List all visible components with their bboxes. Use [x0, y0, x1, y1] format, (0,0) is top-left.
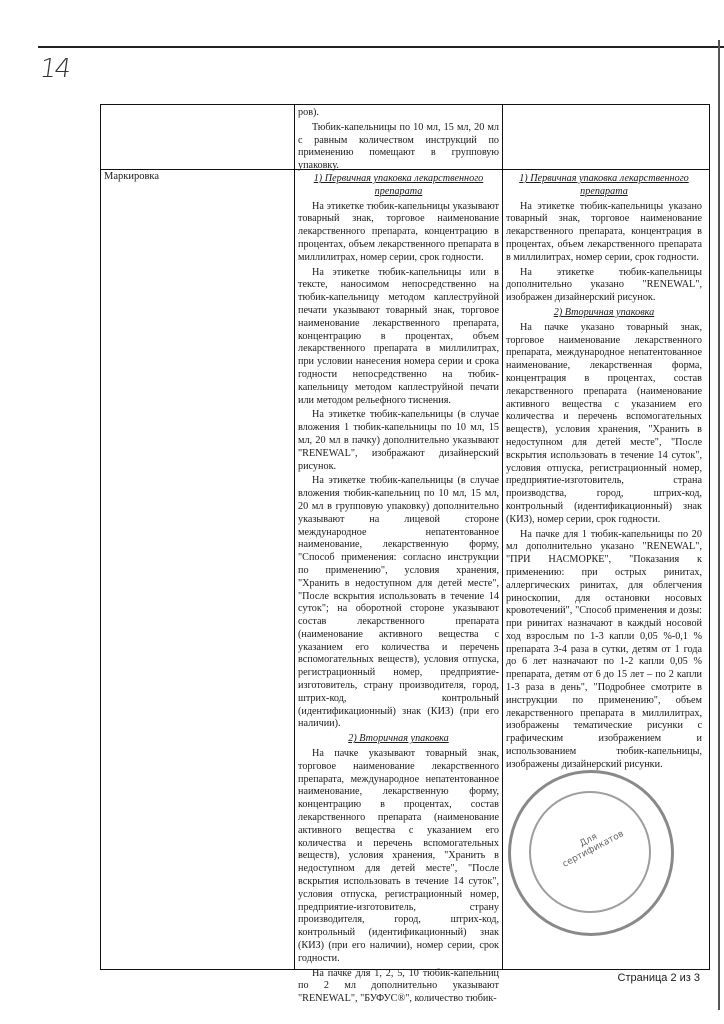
paragraph: На пачке указывают товарный знак, торговое наименование лекарственного препарата, международное непатентованное наименование, лекарственную форму, концентрацию в процентах, состав лекарственного препарата (наименование активного вещества с указанием его количества и перечень вспомогательных веществ), условия хранения, "Хранить в недоступном для детей месте", "После вскрытия использовать в течение 14 суток", условия отпуска, регистрационный номер, предприятие-изготовитель, страну производителя, город, штрих-код, контрольный (идентификационный) знак (КИЗ) (при его наличии), номер серии, срок годности. [298, 748, 499, 964]
paragraph: На этикетке тюбик-капельницы (в случае вложения 1 тюбик-капельницы по 10 мл, 15 мл, 20 мл в пачку) дополнительно указывают "RENEWAL", изображают дизайнерский рисунок. [298, 409, 499, 472]
paragraph: На этикетке тюбик-капельницы указано товарный знак, торговое наименование лекарственного препарата, концентрация в процентах, объем лекарственного препарата в миллилитрах, номер серии, срок годности. [506, 200, 702, 263]
row1-col1-cell [298, 107, 499, 175]
paragraph: На пачке для 1, 2, 5, 10 тюбик-капельниц по 2 мл дополнительно указывают "RENEWAL", "БУФУС®", количество тюбик- [298, 967, 499, 1005]
row-label-marking: Маркировка [104, 171, 160, 182]
section-heading: 2) Вторичная упаковка [553, 306, 655, 318]
paragraph: ров). [298, 107, 319, 118]
top-rule [38, 46, 724, 48]
paragraph: На пачке указано товарный знак, торговое наименование лекарственного препарата, международное непатентованное наименование, лекарственная форма, концентрация в процентах, состав лекарственного препарата (наименование активного вещества с указанием его количества и перечень вспомогательных веществ), условия хранения, "Хранить в недоступном для детей месте", "После вскрытия использовать в течение 14 суток", условия отпуска, регистрационный номер, предприятие-изготовитель, страна производства, город, штрих-код, контрольный (идентификационный) знак (КИЗ), номер серии, срок годности. [506, 321, 702, 525]
paragraph: На этикетке тюбик-капельницы или в тексте, наносимом непосредственно на тюбик-капельницу методом каплеструйной печати указывают товарный знак, торговое наименование лекарственного препарата, концентрацию в процентах, объем лекарственного препарата в миллилитрах, при условии нанесения номера серии и срока годности непосредственно на тюбик-капельницу методом каплеструйной печати или методом рельефного тиснения. [298, 266, 499, 406]
paragraph: На этикетке тюбик-капельницы (в случае вложения тюбик-капельниц по 10 мл, 15 мл, 20 мл в групповую упаковку) дополнительно указывают на лицевой стороне международное непатентованное наименование, лекарственную форму, "Способ применения: согласно инструкции по применению", условия хранения, "Хранить в недоступном для детей месте", "После вскрытия использовать в течение 14 суток"; на оборотной стороне указывают состав лекарственного препарата (наименование активного вещества с указанием его количества и перечень вспомогательных веществ), условия отпуска, регистрационный номер, предприятие-изготовитель, страну производителя, город, штрих-код, контрольный (идентификационный) знак (КИЗ) (при его наличии). [298, 475, 499, 730]
row2-col1-cell [298, 173, 499, 1008]
section-heading: 2) Вторичная упаковка [348, 733, 449, 745]
paragraph: На этикетке тюбик-капельницы указывают товарный знак, торговое наименование лекарственного препарата, концентрацию в процентах, объем лекарственного препарата в миллилитрах, номер серии, срок годности. [298, 200, 499, 263]
col-divider-1 [294, 105, 295, 969]
row2-col2-cell [506, 173, 702, 774]
section-heading: 1) Первичная упаковка лекарственного препарата [519, 173, 689, 197]
section-heading: 1) Первичная упаковка лекарственного препарата [313, 173, 484, 197]
page-footer: Страница 2 из 3 [617, 972, 700, 984]
approval-stamp [508, 770, 674, 936]
paragraph: Тюбик-капельницы по 10 мл, 15 мл, 20 мл с равным количеством инструкций по применению помещают в групповую упаковку. [298, 121, 499, 172]
stamp-text: Для сертификатов [561, 829, 626, 870]
right-edge [718, 40, 720, 1010]
paragraph: На этикетке тюбик-капельницы дополнительно указано "RENEWAL", изображен дизайнерский рисунок. [506, 266, 702, 304]
col-divider-2 [502, 105, 503, 969]
handwritten-page-mark: 14 [37, 54, 72, 84]
paragraph: На пачке для 1 тюбик-капельницы по 20 мл дополнительно указано "RENEWAL", "ПРИ НАСМОРКЕ", "Показания к применению: при острых ринитах, аллергических ринитах, для облегчения риноскопии, для остановки носовых кровотечений", "Способ применения и дозы: при ринитах назначают в каждый носовой ход взрослым по 1-3 капли 0,05 %-0,1 % препарата 3-4 раза в сутки, детям от 1 года до 6 лет назначают по 1-2 капли 0,05 % препарата, детям от 6 до 15 лет – по 2 капли 1-3 раза в день", "Подробнее смотрите в инструкции по применению", объем лекарственного препарата в миллилитрах, изображены тематические рисунки с графическим изображением и использованием тюбик-капельницы, изображены дизайнерский рисунки. [506, 528, 702, 770]
